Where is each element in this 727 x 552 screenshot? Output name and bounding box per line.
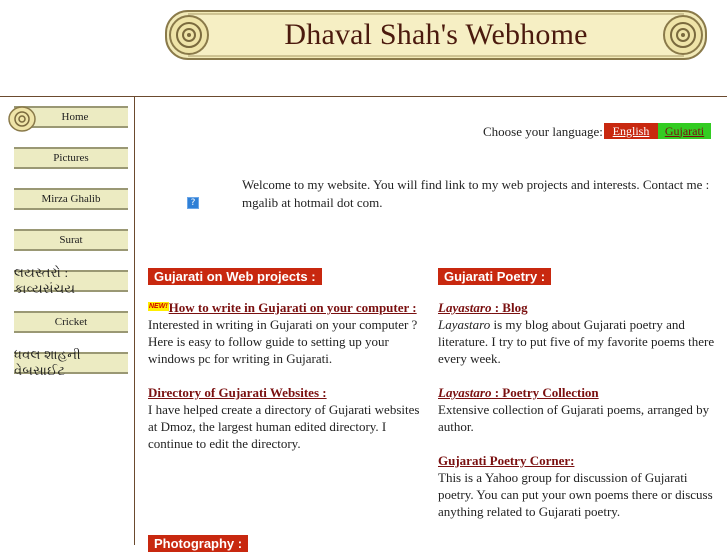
sidebar-item-cricket[interactable] (14, 311, 128, 333)
sidebar-item-gujarati-site[interactable] (14, 347, 128, 378)
layastaro-name-inline: Layastaro (438, 317, 491, 332)
layastaro-name: Layastaro (438, 385, 492, 400)
language-english-link[interactable]: English (604, 123, 658, 139)
site-banner (162, 8, 710, 62)
site-title: Dhaval Shah's Webhome (284, 18, 588, 51)
layastaro-blog-link[interactable] (438, 300, 528, 315)
new-badge: NEW! (149, 303, 168, 310)
broken-image-icon: ? (187, 197, 199, 209)
blog-desc-text: is my blog about Gujarati poetry and literature. I try to put five of my favorite poems there every week. (438, 317, 715, 366)
layastaro-name: Layastaro (438, 300, 492, 315)
gujarati-directory-desc: I have helped create a directory of Gujarati websites at Dmoz, the largest human edited directory. I continue to edit the directory. (148, 402, 420, 451)
gujarati-web-column (148, 299, 420, 469)
section-heading-photography: Photography : (148, 535, 248, 552)
gujarati-poetry-corner-desc: This is a Yahoo group for discussion of Gujarati poetry. You can put your own poems there or discuss anything related to Gujarati poetry. (438, 470, 713, 519)
sidebar-item-layastaro[interactable] (14, 265, 128, 296)
layastaro-collection-desc: Extensive collection of Gujarati poems, arranged by author. (438, 402, 710, 434)
header-divider (0, 96, 727, 97)
welcome-text: Welcome to my website. You will find link to my web projects and interests. Contact me : mgalib at hotmail dot com. (242, 177, 710, 210)
sidebar-item-label: Surat (59, 234, 83, 246)
sidebar-item-label: Pictures (53, 152, 89, 164)
gujarati-directory-link[interactable]: Directory of Gujarati Websites : (148, 385, 327, 400)
sidebar-item-label: Mirza Ghalib (41, 193, 101, 205)
home-spiral-icon (8, 106, 38, 132)
section-heading-gujarati-web: Gujarati on Web projects : (148, 268, 322, 285)
gujarati-poetry-corner-link[interactable]: Gujarati Poetry Corner: (438, 453, 575, 468)
language-prompt: Choose your language: (483, 124, 603, 139)
language-gujarati-link[interactable]: Gujarati (658, 123, 711, 139)
sidebar-item-surat[interactable] (14, 229, 128, 251)
layastaro-blog-desc (438, 316, 718, 367)
layastaro-collection-link[interactable] (438, 385, 599, 400)
gujarati-poetry-column (438, 299, 718, 537)
gujarati-typing-guide-desc: Interested in writing in Gujarati on your computer ? Here is easy to follow guide to setting up your windows pc for writing in Gujarati. (148, 317, 418, 366)
sidebar-item-label: Home (61, 111, 89, 123)
sidebar-item-mirza-ghalib[interactable] (14, 188, 128, 210)
gujarati-typing-guide-link[interactable]: How to write in Gujarati on your computer : (168, 300, 417, 315)
section-heading-gujarati-poetry: Gujarati Poetry : (438, 268, 551, 285)
sidebar-item-label: ધવલ શાહની વેબસાઈટ (14, 347, 81, 378)
sidebar-item-pictures[interactable] (14, 147, 128, 169)
sidebar-item-label: Cricket (54, 316, 88, 328)
sidebar-item-label: લયસ્તરો : કાવ્યસંચય (14, 265, 76, 296)
sidebar-divider (134, 97, 135, 545)
blog-link-suffix: : Blog (491, 300, 528, 315)
collection-link-suffix: : Poetry Collection (491, 385, 599, 400)
